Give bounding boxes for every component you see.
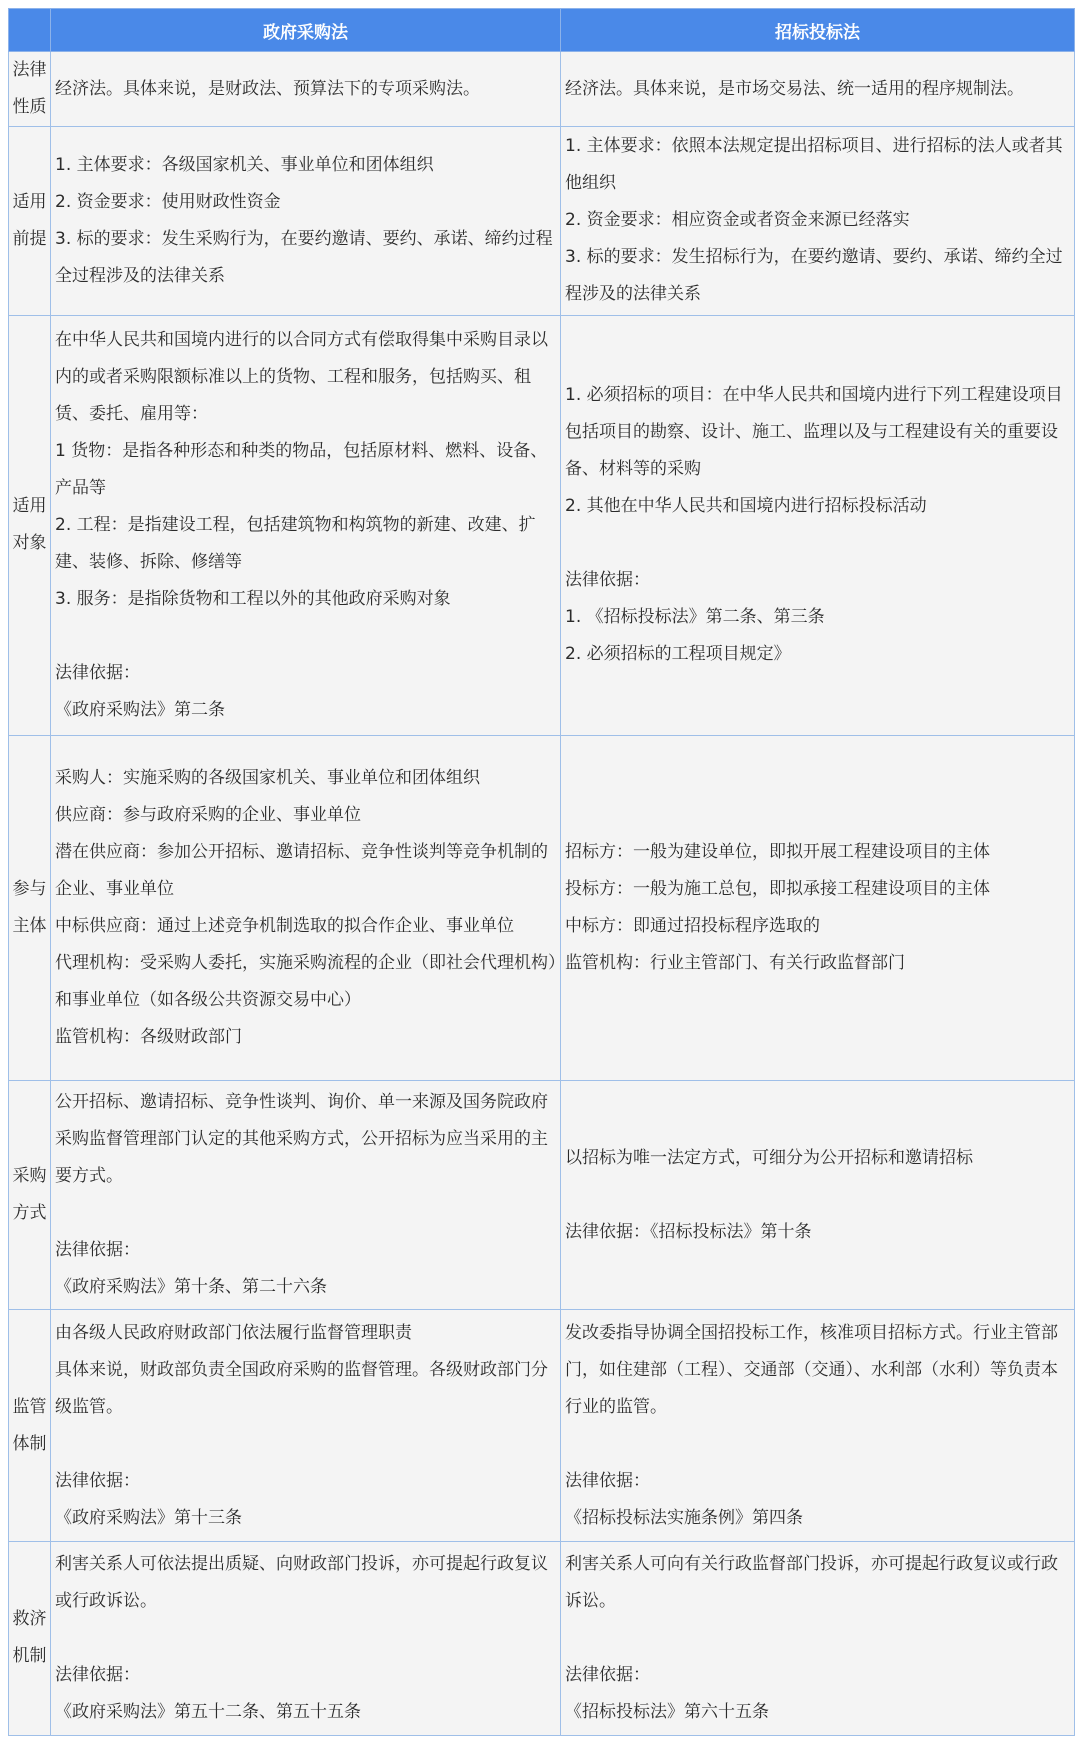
row-label-line: 机制 <box>12 1646 47 1667</box>
row-label <box>9 736 51 1081</box>
legal-basis-text: 《招标投标法》第六十五条 <box>565 1701 769 1722</box>
cell-text: 2. 资金要求：使用财政性资金 <box>55 191 281 212</box>
blank-line <box>55 1620 558 1657</box>
legal-basis-label: 法律依据： <box>55 662 140 683</box>
cell-text: 公开招标、邀请招标、竞争性谈判、询价、单一来源及国务院政府采购监督管理部门认定的其他采购方式，公开招标为应当采用的主要方式。 <box>55 1092 548 1187</box>
legal-basis-text: 《政府采购法》第十三条 <box>55 1507 242 1528</box>
cell-bidding <box>561 736 1075 1081</box>
blank-line <box>565 1620 1072 1657</box>
row-label-line: 对象 <box>12 533 47 554</box>
cell-text: 2. 资金要求：相应资金或者资金来源已经落实 <box>565 210 910 231</box>
cell-text: 监管机构：行业主管部门、有关行政监督部门 <box>565 953 905 974</box>
cell-text: 采购人：实施采购的各级国家机关、事业单位和团体组织 <box>55 768 480 789</box>
row-label-line: 主体 <box>12 916 47 937</box>
cell-government-procurement <box>51 1310 561 1541</box>
cell-bidding <box>561 1081 1075 1310</box>
row-label <box>9 127 51 315</box>
cell-bidding <box>561 127 1075 315</box>
blank-line <box>55 1195 558 1232</box>
blank-line <box>565 1426 1072 1463</box>
row-applicable-premise <box>9 127 1075 315</box>
blank-line <box>565 525 1072 562</box>
cell-text: 供应商：参与政府采购的企业、事业单位 <box>55 805 361 826</box>
row-participants <box>9 736 1075 1081</box>
header-bidding-law: 招标投标法 <box>561 9 1075 52</box>
blank-line <box>565 1177 1072 1214</box>
cell-bidding <box>561 52 1075 127</box>
cell-text: 1. 主体要求：依照本法规定提出招标项目、进行招标的法人或者其他组织 <box>565 136 1063 194</box>
legal-basis-text: 《招标投标法实施条例》第四条 <box>565 1507 803 1528</box>
legal-basis-label: 法律依据： <box>565 1470 650 1491</box>
cell-text: 监管机构：各级财政部门 <box>55 1027 242 1048</box>
cell-text: 代理机构：受采购人委托，实施采购流程的企业（即社会代理机构）和事业单位（如各级公共资源交易中心） <box>55 953 557 1011</box>
legal-basis-text: 法律依据：《招标投标法》第十条 <box>565 1221 812 1242</box>
row-label-line: 性质 <box>12 97 47 118</box>
legal-basis-label: 法律依据： <box>55 1470 140 1491</box>
row-label <box>9 1541 51 1735</box>
cell-text: 3. 标的要求：发生招标行为，在要约邀请、要约、承诺、缔约全过程涉及的法律关系 <box>565 247 1063 305</box>
legal-basis-text: 《政府采购法》第十条、第二十六条 <box>55 1277 327 1298</box>
cell-text: 利害关系人可依法提出质疑、向财政部门投诉，亦可提起行政复议或行政诉讼。 <box>55 1553 548 1611</box>
cell-text: 1. 必须招标的项目：在中华人民共和国境内进行下列工程建设项目包括项目的勘察、设计、施工、监理以及与工程建设有关的重要设备、材料等的采购 <box>565 385 1063 480</box>
legal-basis-label: 法律依据： <box>565 570 650 591</box>
legal-basis-label: 法律依据： <box>565 1664 650 1685</box>
row-label-line: 方式 <box>12 1203 47 1224</box>
row-label-line: 法律 <box>12 60 47 81</box>
cell-text: 经济法。具体来说，是市场交易法、统一适用的程序规制法。 <box>565 78 1024 99</box>
header-label-column <box>9 9 51 52</box>
row-label-line: 采购 <box>12 1166 47 1187</box>
row-label <box>9 52 51 127</box>
header-government-procurement-law: 政府采购法 <box>51 9 561 52</box>
row-label-line: 监管 <box>12 1396 47 1417</box>
cell-bidding <box>561 315 1075 735</box>
cell-text: 在中华人民共和国境内进行的以合同方式有偿取得集中采购目录以内的或者采购限额标准以上的货物、工程和服务，包括购买、租赁、委托、雇用等： <box>55 329 548 424</box>
cell-text: 中标方：即通过招投标程序选取的 <box>565 916 820 937</box>
row-remedy-mechanism <box>9 1541 1075 1735</box>
row-label-line: 前提 <box>12 228 47 249</box>
cell-text: 2. 其他在中华人民共和国境内进行招标投标活动 <box>565 496 927 517</box>
cell-text: 1 货物：是指各种形态和种类的物品，包括原材料、燃料、设备、产品等 <box>55 440 548 498</box>
cell-text: 中标供应商：通过上述竞争机制选取的拟合作企业、事业单位 <box>55 916 514 937</box>
comparison-table <box>8 8 1075 1736</box>
row-label <box>9 1310 51 1541</box>
row-label-line: 救济 <box>12 1609 47 1630</box>
cell-text: 具体来说，财政部负责全国政府采购的监督管理。各级财政部门分级监管。 <box>55 1359 548 1417</box>
cell-government-procurement <box>51 736 561 1081</box>
cell-text: 2. 工程：是指建设工程，包括建筑物和构筑物的新建、改建、扩建、装修、拆除、修缮等 <box>55 514 536 572</box>
row-procurement-methods <box>9 1081 1075 1310</box>
cell-text: 3. 标的要求：发生采购行为，在要约邀请、要约、承诺、缔约过程全过程涉及的法律关系 <box>55 228 553 286</box>
row-label <box>9 315 51 735</box>
cell-government-procurement <box>51 315 561 735</box>
cell-text: 潜在供应商：参加公开招标、邀请招标、竞争性谈判等竞争机制的企业、事业单位 <box>55 842 548 900</box>
cell-text: 发改委指导协调全国招投标工作，核准项目招标方式。行业主管部门，如住建部（工程）、交通部（交通）、水利部（水利）等负责本行业的监管。 <box>565 1322 1058 1417</box>
cell-government-procurement <box>51 1081 561 1310</box>
cell-government-procurement <box>51 127 561 315</box>
legal-basis-text: 2. 必须招标的工程项目规定》 <box>565 644 791 665</box>
cell-text: 1. 主体要求：各级国家机关、事业单位和团体组织 <box>55 154 434 175</box>
row-label-line: 适用 <box>12 496 47 517</box>
table-header-row <box>9 9 1075 52</box>
cell-text: 经济法。具体来说，是财政法、预算法下的专项采购法。 <box>55 78 480 99</box>
cell-text: 3. 服务：是指除货物和工程以外的其他政府采购对象 <box>55 588 451 609</box>
cell-bidding <box>561 1310 1075 1541</box>
legal-basis-label: 法律依据： <box>55 1240 140 1261</box>
row-label-line: 体制 <box>12 1433 47 1454</box>
row-supervision-system <box>9 1310 1075 1541</box>
cell-bidding <box>561 1541 1075 1735</box>
row-applicable-objects <box>9 315 1075 735</box>
cell-text: 由各级人民政府财政部门依法履行监督管理职责 <box>55 1322 412 1343</box>
cell-text: 利害关系人可向有关行政监督部门投诉，亦可提起行政复议或行政诉讼。 <box>565 1553 1058 1611</box>
row-legal-nature <box>9 52 1075 127</box>
cell-text: 招标方：一般为建设单位，即拟开展工程建设项目的主体 <box>565 842 990 863</box>
row-label <box>9 1081 51 1310</box>
cell-government-procurement <box>51 52 561 127</box>
blank-line <box>55 1426 558 1463</box>
legal-basis-label: 法律依据： <box>55 1664 140 1685</box>
cell-government-procurement <box>51 1541 561 1735</box>
legal-basis-text: 《政府采购法》第五十二条、第五十五条 <box>55 1701 361 1722</box>
cell-text: 投标方：一般为施工总包，即拟承接工程建设项目的主体 <box>565 879 990 900</box>
blank-line <box>55 618 558 655</box>
legal-basis-text: 《政府采购法》第二条 <box>55 699 225 720</box>
row-label-line: 适用 <box>12 191 47 212</box>
comparison-table-container <box>8 8 1074 1736</box>
cell-text: 以招标为唯一法定方式，可细分为公开招标和邀请招标 <box>565 1147 973 1168</box>
legal-basis-text: 1. 《招标投标法》第二条、第三条 <box>565 607 825 628</box>
row-label-line: 参与 <box>12 879 47 900</box>
